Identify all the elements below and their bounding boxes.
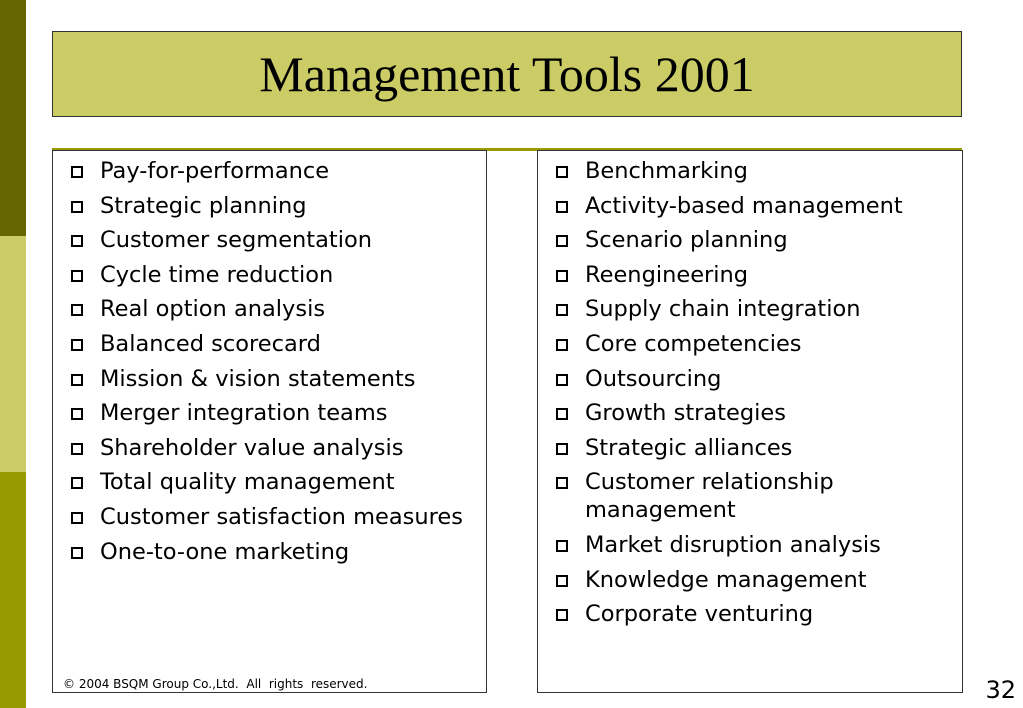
list-item [71, 192, 478, 220]
square-bullet-icon [556, 270, 568, 282]
square-bullet-icon [556, 408, 568, 420]
square-bullet-icon [556, 374, 568, 386]
right-panel [537, 150, 963, 693]
list-item [71, 295, 478, 323]
decorative-stripe-mid [0, 472, 26, 708]
list-item-text: Total quality management [100, 469, 395, 496]
list-item-text: Balanced scorecard [100, 330, 321, 357]
list-item-text: Customer satisfaction measures [100, 503, 463, 530]
page-number: 32 [985, 676, 1016, 704]
list-item [556, 600, 954, 628]
list-item [556, 157, 954, 185]
square-bullet-icon [71, 374, 83, 386]
list-item-text: Knowledge management [585, 566, 867, 593]
square-bullet-icon [556, 166, 568, 178]
title-box [52, 31, 962, 117]
square-bullet-icon [71, 547, 83, 559]
square-bullet-icon [556, 540, 568, 552]
square-bullet-icon [71, 339, 83, 351]
square-bullet-icon [556, 339, 568, 351]
square-bullet-icon [556, 477, 568, 489]
list-item-text: Strategic alliances [585, 434, 793, 461]
list-item [556, 330, 954, 358]
list-item-text: Growth strategies [585, 400, 786, 427]
square-bullet-icon [71, 166, 83, 178]
square-bullet-icon [71, 235, 83, 247]
list-item [556, 261, 954, 289]
decorative-stripe-light [0, 236, 26, 472]
list-item [556, 468, 954, 524]
copyright-notice: © 2004 BSQM Group Co.,Ltd. All rights reserved. [63, 677, 368, 691]
list-item-text: Corporate venturing [585, 601, 814, 628]
square-bullet-icon [556, 575, 568, 587]
square-bullet-icon [556, 304, 568, 316]
list-item [71, 365, 478, 393]
list-item-text: Customer relationship management [585, 469, 834, 524]
list-item [556, 192, 954, 220]
left-panel [52, 150, 487, 693]
square-bullet-icon [71, 443, 83, 455]
list-item [71, 468, 478, 496]
list-item [71, 261, 478, 289]
list-item [71, 157, 478, 185]
list-item [556, 226, 954, 254]
list-item [71, 538, 478, 566]
square-bullet-icon [71, 201, 83, 213]
square-bullet-icon [556, 235, 568, 247]
list-item-text: Shareholder value analysis [100, 434, 404, 461]
right-bullet-list [538, 151, 962, 628]
list-item [556, 295, 954, 323]
list-item-text: Market disruption analysis [585, 531, 881, 558]
square-bullet-icon [71, 477, 83, 489]
list-item [556, 434, 954, 462]
square-bullet-icon [71, 270, 83, 282]
list-item-text: Core competencies [585, 330, 802, 357]
list-item-text: Supply chain integration [585, 296, 861, 323]
list-item-text: Outsourcing [585, 365, 722, 392]
square-bullet-icon [556, 201, 568, 213]
slide-title: Management Tools 2001 [259, 46, 755, 102]
list-item-text: Pay-for-performance [100, 158, 330, 184]
list-item [556, 399, 954, 427]
list-item-text: Benchmarking [585, 158, 748, 184]
list-item-text: Activity-based management [585, 192, 903, 219]
list-item-text: Scenario planning [585, 227, 788, 254]
square-bullet-icon [71, 304, 83, 316]
list-item-text: Cycle time reduction [100, 261, 334, 288]
list-item [71, 503, 478, 531]
list-item-text: One-to-one marketing [100, 538, 350, 565]
list-item [556, 365, 954, 393]
list-item [71, 399, 478, 427]
left-bullet-list [53, 151, 486, 566]
list-item-text: Strategic planning [100, 192, 307, 219]
decorative-stripe-dark [0, 0, 26, 236]
square-bullet-icon [71, 408, 83, 420]
list-item-text: Mission & vision statements [100, 365, 416, 392]
square-bullet-icon [71, 512, 83, 524]
list-item-text: Merger integration teams [100, 400, 388, 427]
square-bullet-icon [556, 609, 568, 621]
list-item [556, 566, 954, 594]
list-item-text: Reengineering [585, 261, 749, 288]
list-item [556, 531, 954, 559]
list-item-text: Customer segmentation [100, 227, 373, 254]
square-bullet-icon [556, 443, 568, 455]
list-item [71, 330, 478, 358]
list-item [71, 226, 478, 254]
list-item-text: Real option analysis [100, 296, 326, 323]
list-item [71, 434, 478, 462]
